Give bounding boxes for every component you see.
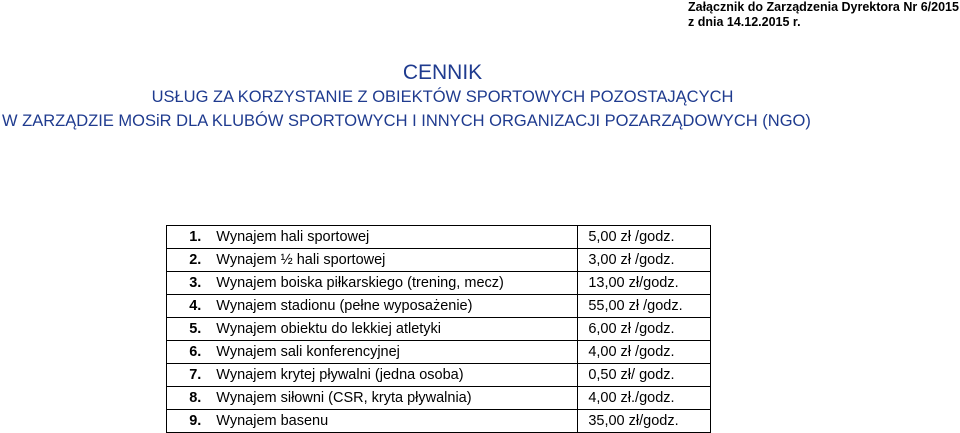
attachment-note — [688, 0, 960, 30]
row-number: 4. — [167, 295, 214, 318]
table-row — [167, 387, 711, 410]
table-row — [167, 410, 711, 433]
service-name: Wynajem stadionu (pełne wyposażenie) — [213, 295, 578, 318]
table-row — [167, 341, 711, 364]
title-subtitle-2: W ZARZĄDZIE MOSiR DLA KLUBÓW SPORTOWYCH I INNYCH ORGANIZACJI POZARZĄDOWYCH (NGO) — [2, 112, 811, 130]
service-price: 35,00 zł/godz. — [578, 410, 711, 433]
row-number: 9. — [167, 410, 214, 433]
document-title — [0, 61, 885, 133]
service-price: 4,00 zł./godz. — [578, 387, 711, 410]
service-price: 3,00 zł /godz. — [578, 249, 711, 272]
service-price: 5,00 zł /godz. — [578, 226, 711, 249]
service-name: Wynajem basenu — [213, 410, 578, 433]
table-row — [167, 226, 711, 249]
service-name: Wynajem ½ hali sportowej — [213, 249, 578, 272]
service-name: Wynajem obiektu do lekkiej atletyki — [213, 318, 578, 341]
service-name: Wynajem hali sportowej — [213, 226, 578, 249]
service-price: 4,00 zł /godz. — [578, 341, 711, 364]
title-main: CENNIK — [402, 61, 483, 84]
row-number: 8. — [167, 387, 214, 410]
attachment-note-line1: Załącznik do Zarządzenia Dyrektora Nr 6/2015 — [688, 0, 959, 14]
service-price: 55,00 zł /godz. — [578, 295, 711, 318]
row-number: 3. — [167, 272, 214, 295]
attachment-note-line2: z dnia 14.12.2015 r. — [688, 15, 801, 29]
service-name: Wynajem sali konferencyjnej — [213, 341, 578, 364]
title-subtitle-1: USŁUG ZA KORZYSTANIE Z OBIEKTÓW SPORTOWYCH POZOSTAJĄCYCH — [151, 88, 734, 106]
table-row — [167, 295, 711, 318]
table-row — [167, 272, 711, 295]
row-number: 6. — [167, 341, 214, 364]
service-price: 6,00 zł /godz. — [578, 318, 711, 341]
table-row — [167, 364, 711, 387]
table-row — [167, 249, 711, 272]
service-price: 13,00 zł/godz. — [578, 272, 711, 295]
table-row — [167, 318, 711, 341]
price-table — [166, 225, 711, 433]
service-price: 0,50 zł/ godz. — [578, 364, 711, 387]
service-name: Wynajem siłowni (CSR, kryta pływalnia) — [213, 387, 578, 410]
row-number: 1. — [167, 226, 214, 249]
row-number: 5. — [167, 318, 214, 341]
row-number: 7. — [167, 364, 214, 387]
row-number: 2. — [167, 249, 214, 272]
service-name: Wynajem krytej pływalni (jedna osoba) — [213, 364, 578, 387]
service-name: Wynajem boiska piłkarskiego (trening, mecz) — [213, 272, 578, 295]
